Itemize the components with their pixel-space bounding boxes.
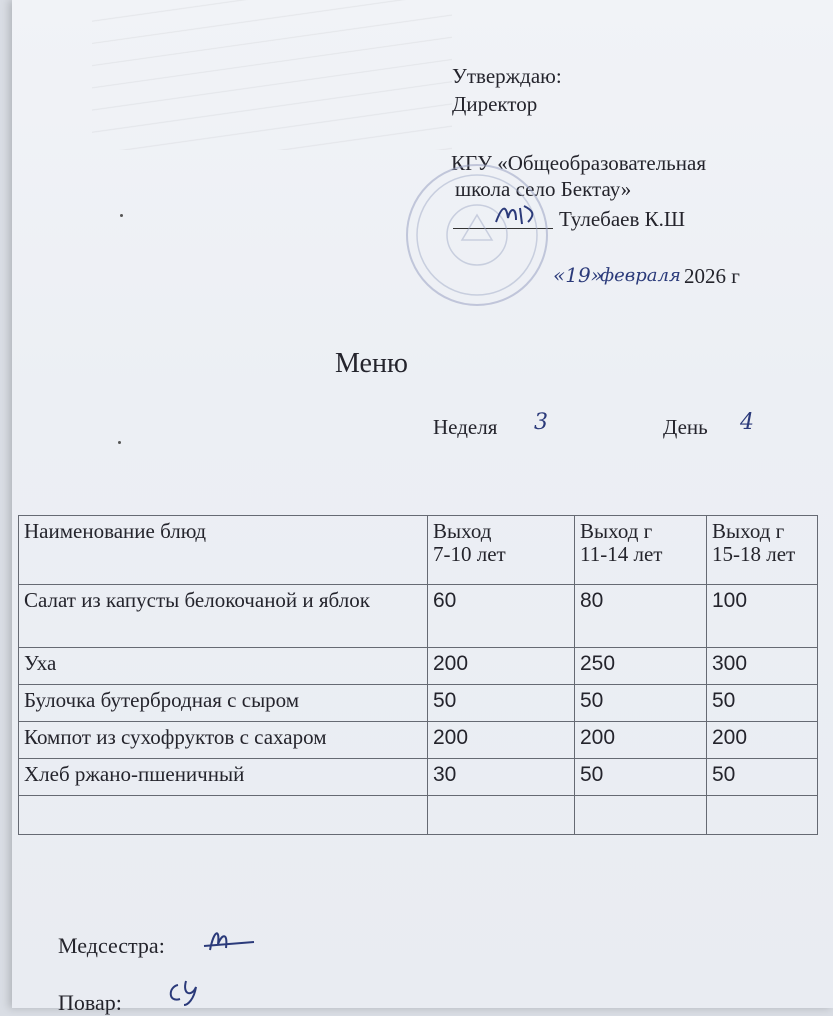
output-11-14: 50	[575, 759, 707, 796]
header-output-7-10-line1: Выход	[433, 519, 492, 543]
approval-signer: Тулебаев К.Ш	[559, 207, 686, 231]
week-label: Неделя	[433, 415, 498, 439]
header-dish-name	[19, 516, 428, 585]
output-11-14: 50	[575, 685, 707, 722]
table-row	[19, 585, 818, 648]
bleed-through-text	[92, 0, 452, 150]
table-row-empty	[19, 796, 818, 835]
empty-cell	[428, 796, 575, 835]
dish-name: Компот из сухофруктов с сахаром	[19, 722, 428, 759]
dish-name: Хлеб ржано-пшеничный	[19, 759, 428, 796]
header-dish-name-text: Наименование блюд	[24, 519, 207, 543]
output-7-10: 200	[428, 648, 575, 685]
page-title: Меню	[335, 348, 408, 379]
date-day: «19»	[553, 263, 603, 287]
table-header-row	[19, 516, 818, 585]
header-output-15-18	[707, 516, 818, 585]
menu-table	[18, 515, 818, 835]
dish-name: Салат из капусты белокочаной и яблок	[19, 585, 428, 648]
date-year: 2026 г	[684, 264, 740, 288]
day-label: День	[663, 415, 708, 439]
output-7-10: 30	[428, 759, 575, 796]
date-month: февраля	[600, 265, 681, 286]
document-page	[12, 0, 833, 1008]
dish-name: Уха	[19, 648, 428, 685]
dot-mark	[118, 441, 121, 444]
header-output-7-10	[428, 516, 575, 585]
output-7-10: 50	[428, 685, 575, 722]
nurse-signature	[200, 920, 260, 960]
header-output-15-18-line2: 15-18 лет	[712, 542, 796, 566]
header-output-7-10-line2: 7-10 лет	[433, 542, 506, 566]
official-stamp	[402, 160, 552, 310]
output-15-18: 200	[707, 722, 818, 759]
day-value: 4	[740, 410, 754, 435]
director-signature	[492, 200, 542, 228]
header-output-15-18-line1: Выход г	[712, 519, 785, 543]
output-15-18: 100	[707, 585, 818, 648]
table-row	[19, 759, 818, 796]
output-7-10: 200	[428, 722, 575, 759]
empty-cell	[575, 796, 707, 835]
table-row	[19, 722, 818, 759]
output-11-14: 250	[575, 648, 707, 685]
dot-mark	[120, 214, 123, 217]
empty-cell	[19, 796, 428, 835]
approval-org-line2: школа село Бектау»	[455, 177, 632, 201]
output-7-10: 60	[428, 585, 575, 648]
table-row	[19, 648, 818, 685]
output-15-18: 50	[707, 759, 818, 796]
nurse-label: Медсестра:	[58, 933, 165, 958]
table-row	[19, 685, 818, 722]
approval-org-line1: КГУ «Общеобразовательная	[451, 151, 706, 175]
header-output-11-14	[575, 516, 707, 585]
cook-signature	[158, 975, 208, 1008]
header-output-11-14-line2: 11-14 лет	[580, 542, 663, 566]
approval-position: Директор	[452, 92, 538, 116]
approval-heading: Утверждаю:	[452, 64, 562, 88]
output-15-18: 50	[707, 685, 818, 722]
output-11-14: 200	[575, 722, 707, 759]
output-15-18: 300	[707, 648, 818, 685]
cook-label: Повар:	[58, 990, 122, 1015]
header-output-11-14-line1: Выход г	[580, 519, 653, 543]
dish-name: Булочка бутербродная с сыром	[19, 685, 428, 722]
output-11-14: 80	[575, 585, 707, 648]
week-value: 3	[534, 410, 548, 435]
empty-cell	[707, 796, 818, 835]
